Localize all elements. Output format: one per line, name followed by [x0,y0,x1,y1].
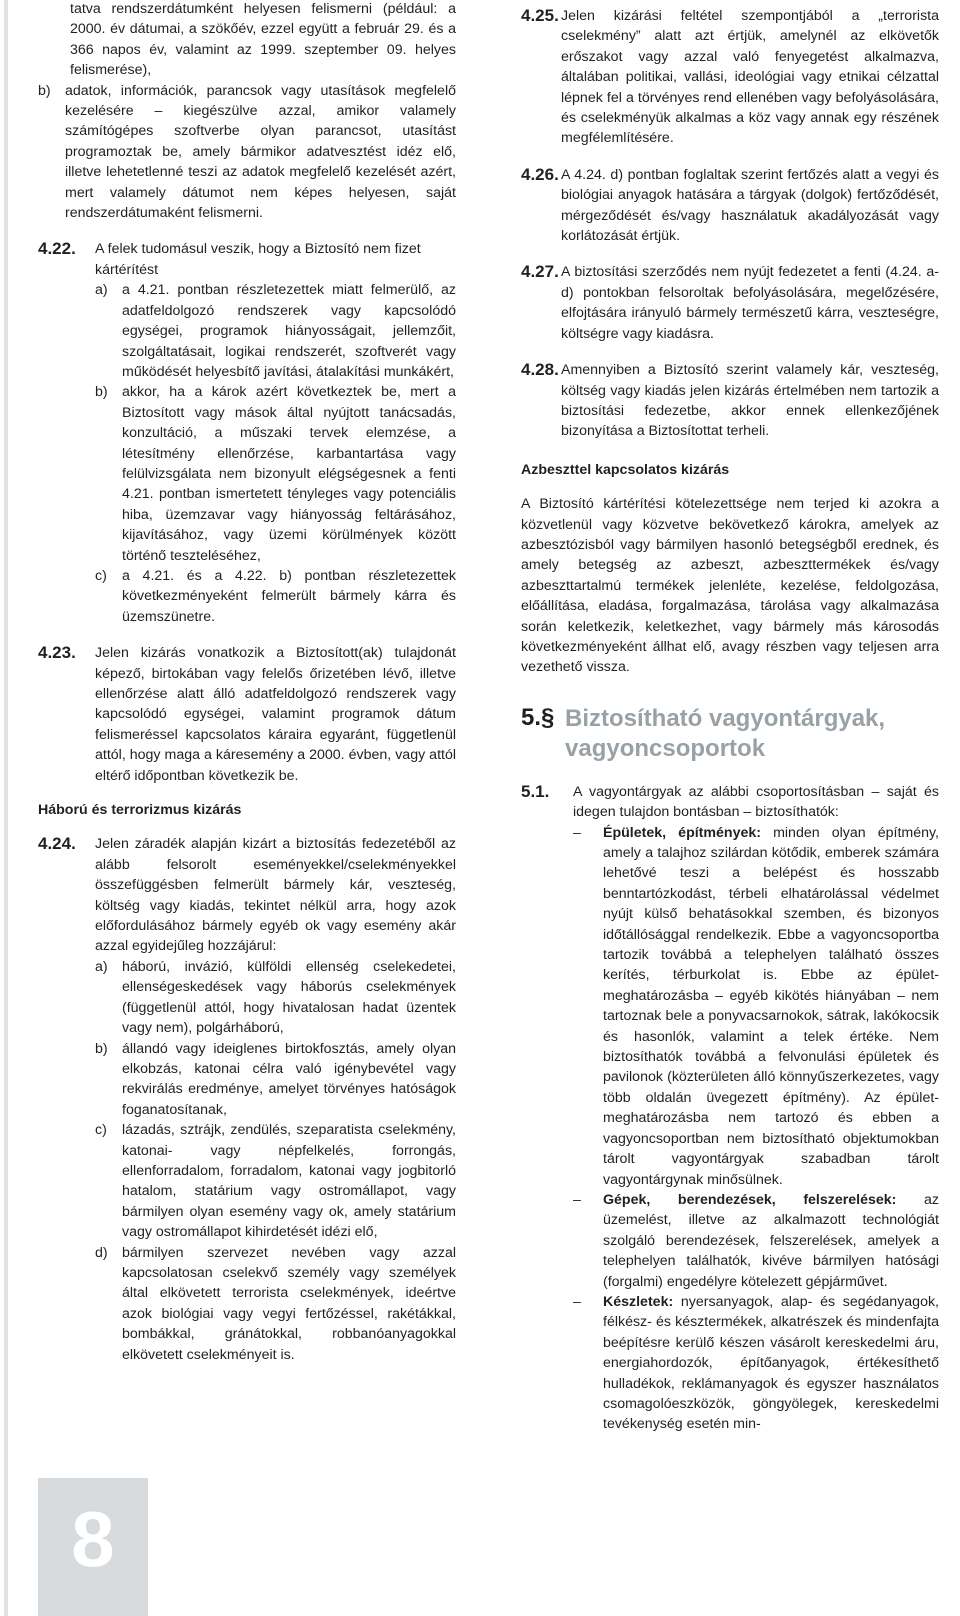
list-item-text [603,823,939,1190]
section-text: A biztosítási szerződés nem nyújt fedezetet a fenti (4.24. a-d) pontokban felsoroltak befolyásolására, megelőzésére, elfojtására irányuló bármely természetű kárra, veszteségre, költségre vagy kiadásra. [561,264,939,342]
list-item [95,566,456,627]
item-description: az üzemelést, illetve az alkalmazott technológiát szolgáló berendezések, felszerelések, amelyek a telephelyen találhatók, kivéve bármilyen hatósági (forgalmi) engedélyre kötelezett gépjárművet. [603,1191,939,1290]
section-number: 4.23. [38,643,76,663]
list-item-text [603,1292,939,1435]
chapter-title: Biztosítható vagyontárgyak, vagyoncsoportok [565,704,886,762]
list-item-text: adatok, információk, parancsok vagy utasítások megfelelő kezelésére – kiegészülve azzal, amikor valamely számítógépes szoftverbe olyan parancsot, utasítást programoztak be, amely bármikor adatvesztést idéz elő, illetve lehetetlenné teszi az adatok megfelelő kezelését azért, mert valamely dátumot nem képes helyesen, saját rendszerdátumaként felismerni. [65,82,456,222]
section-number: 4.25. [521,6,559,25]
list-marker: c) [95,567,107,584]
section-number: 4.28. [521,360,559,380]
list-marker: d) [95,1244,108,1261]
list-item [95,280,456,382]
list-item [573,1190,939,1292]
section-number: 4.26. [521,164,559,184]
section-list [95,280,456,627]
list-marker: a) [95,958,108,975]
list-item [573,823,939,1190]
list-item-text: háború, invázió, külföldi ellenség cselekedetei, ellenségeskedések vagy háborús cselekmények (függetlenül attól, hogy hivatalosan hadat üzentek vagy nem), polgárháború, [122,958,456,1037]
section-list [95,957,456,1365]
section-number: 4.22. [38,239,76,259]
list-marker: b) [95,1040,108,1057]
list-item-text [603,1190,939,1292]
item-description: nyersanyagok, alap- és segédanyagok, félkész- és késztermékek, alkatrészek és mindenfajta beépítésre kerülő készen vásárolt kereskedelmi áru, energiahordozók, építőanyagok, értékesíthető hulladékok, reklámanyagok és egyszer használatos csomagolóeszközök, göngyölegek, kereskedelmi tevékenység esetén min- [603,1293,939,1433]
list-marker: b) [95,384,108,401]
section-intro: A vagyontárgyak az alábbi csoportosításban – saját és idegen tulajdon bontásban – biztosíthatók: [573,783,939,821]
section-intro: Jelen záradék alapján kizárt a biztosítás fedezetéből az alább felsorolt eseményekkel/cselekményekkel összefüggésben felmerült bármely kár, veszteség, költség vagy kiadás, tekintet nélkül arra, hogy azok előfordulásához bármely egyéb ok vagy esemény akár azzal egyidejűleg hozzájárul: [95,836,456,955]
section-4-27 [521,262,939,344]
section-4-23 [38,643,456,786]
section-text: A 4.24. d) pontban foglaltak szerint fertőzés alatt a vegyi és biológiai anyagok hatására a tárgyak (dolgok) fertőződését, mérgeződését és/vagy használatuk akadályozását vagy korlátozását értjük. [561,166,939,245]
asbestos-text: A Biztosító kártérítési kötelezettsége nem terjed ki azokra a közvetlenül vagy közvetve bekövetkező károkra, amelyek az azbesztózisból vagy bármilyen hasonló betegségből erednek, és amely betegség az azbeszt, azbeszttermékek és/vagy azbeszttartalmú termékek jelenléte, kezelése, feldolgozása, előállítása, eladása, forgalmazása, tárolása vagy alkalmazása során keletkezik, keletkezhet, vagy bármely más károsodás következményeként állhat elő, avagy részben vagy teljesen arra vezethető vissza. [521,496,939,676]
item-term: Gépek, berendezések, felszerelések: [603,1191,897,1208]
section-4-24 [38,834,456,1365]
item-term: Épületek, építmények: [603,824,761,841]
list-marker: – [573,1293,581,1310]
list-item [95,1243,456,1365]
list-item-text: a 4.21. és a 4.22. b) pontban részletezettek következményeként felmerült bármely kárra és üzemszünetre. [122,567,456,625]
list-item-text: állandó vagy ideiglenes birtokfosztás, amely olyan elkobzás, katonai célra való igénybevétel vagy rekvirálás eredménye, amelyet törvényes hatóságok foganatosítanak, [122,1040,456,1118]
section-text: Jelen kizárás vonatkozik a Biztosított(ak) tulajdonát képező, birtokában vagy felelős őrizetében lévő, illetve ellenőrzése alatt álló adatfeldolgozó rendszerek vagy kapcsolódó egységei, valamint programok dátum felismeréssel kapcsolatos káraira egyaránt, függetlenül attól, hogy maga a káresemény a 2000. évben, vagy attól eltérő időpontban következik be. [95,645,456,784]
list-marker: – [573,824,581,841]
section-4-25 [521,6,939,149]
right-column [521,6,939,1435]
continued-text: tatva rendszerdátumként helyesen felismerni (például: a 2000. év dátumai, a szökőév, ezzel együtt a február 29. és a 366 napos év, valamint az 1999. szeptember 09. helyes felismerése), [70,1,456,79]
chapter-number: 5.§ [521,703,555,731]
page-number: 8 [71,1495,115,1583]
asset-group-list [573,823,939,1435]
section-number: 4.27. [521,262,559,282]
chapter-heading [521,704,939,764]
asbestos-heading: Azbeszttel kapcsolatos kizárás [521,461,730,478]
page-edge-band [4,0,8,1616]
left-column [38,0,456,1365]
list-item-text: bármilyen szervezet nevében vagy azzal kapcsolatosan cselekvő személy vagy személyek által elkövetett terrorista cselekmények, ideértve azok biológiai vagy vegyi fertőzéssel, rakétákkal, bombákkal, gránátokkal, robbanóanyagokkal elkövetett cselekményeit is. [122,1244,456,1363]
item-term: Készletek: [603,1293,674,1310]
list-marker: a) [95,282,108,299]
section-text: Amennyiben a Biztosító szerint valamely kár, veszteség, költség vagy kiadás jelen kizárás értelmében nem tartozik a biztosítási fedezetbe, akkor ennek ellenkezőjének bizonyítása a Biztosítottat terheli. [561,362,939,440]
list-marker: c) [95,1122,107,1139]
list-item [38,81,456,224]
list-item-text: akkor, ha a károk azért következtek be, mert a Biztosított vagy mások által nyújtott tanácsadás, konzultáció, a műszaki tervek elemzése, a létesítmény ellenőrzése, karbantartása vagy felülvizsgálata nem bizonyult elégségesnek a fenti 4.21. pontban ismertetett tényleges vagy potenciális hiba, üzemzavar vagy hiányosság feltárásához, kijavításához, vagy üzemi körülmények között történő teszteléséhez, [122,384,456,564]
list-item [95,1120,456,1242]
continued-list [38,81,456,224]
page-number-tab [38,1478,148,1616]
section-4-28 [521,360,939,442]
list-item [573,1292,939,1435]
list-item [95,382,456,566]
section-5-1 [521,782,939,1435]
section-intro: A felek tudomásul veszik, hogy a Biztosító nem fizet kártérítést [95,241,421,278]
list-marker: – [573,1191,581,1208]
section-number: 5.1. [521,781,550,801]
war-heading: Háború és terrorizmus kizárás [38,802,242,819]
section-number: 4.24. [38,834,76,854]
section-4-22 [38,239,456,627]
item-description: minden olyan építmény, amely a talajhoz szilárdan kötődik, emberek számára lehetővé teszi a belépést és hosszabb benntartózkodást, térbeli elhatárolással védelmet nyújt külső behatásokkal szemben, és bizonyos időtállósággal rendelkezik. Ebbe a vagyoncsoportba tartozik továbbá a telephelyen található összes kerítés, térburkolat is. Ebbe az épület-meghatározásba – egyéb kikötés hiányában – nem tartoznak bele a ponyvacsarnokok, sátrak, lakókocsik és hasonlók, valamint a telek értéke. Nem biztosíthatók továbbá a felvonulási épületek és pavilonok (közterületen álló könnyűszerkezetes, vagy több oldalán üvegezett építmény). Az épület-meghatározásba nem tartozó és ebben a vagyoncsoportban nem biztosítható objektumokban tárolt vagyontárgyak szabadban tárolt vagyontárgynak minősülnek. [603,824,939,1188]
list-item-text: lázadás, sztrájk, zendülés, szeparatista cselekmény, katonai- vagy népfelkelés, forrongás, ellenforradalom, forradalom, katonai vagy jogbitorló hatalom, statárium vagy ostromállapot, vagy bármilyen olyan esemény vagy ok, amely statárium vagy ostromállapot kihirdetését idézi elő, [122,1122,456,1241]
list-item [95,957,456,1039]
list-marker: b) [38,82,51,99]
section-text: Jelen kizárási feltétel szempontjából a „terrorista cselekmény” alatt azt értjük, amelynél az elkövetők erőszakot vagy azzal való fenyegetést alkalmazva, általában politikai, vallási, ideológiai vagy etnikai célzattal lépnek fel a törvényes rend ellenében vagy befolyásolására, és cselekményük alkalmas a köz vagy annak egy részének megfélemlítésére. [561,8,939,147]
section-4-26 [521,165,939,247]
list-item [95,1039,456,1121]
list-item-text: a 4.21. pontban részletezettek miatt felmerülő, az adatfeldolgozó rendszerek vagy kapcsolódó egységei, programok hiányosságait, jellemzőit, szolgáltatásait, logikai rendszerét, szoftverét vagy működését helyesbítő javítási, átalakítási munkákért, [122,282,456,380]
